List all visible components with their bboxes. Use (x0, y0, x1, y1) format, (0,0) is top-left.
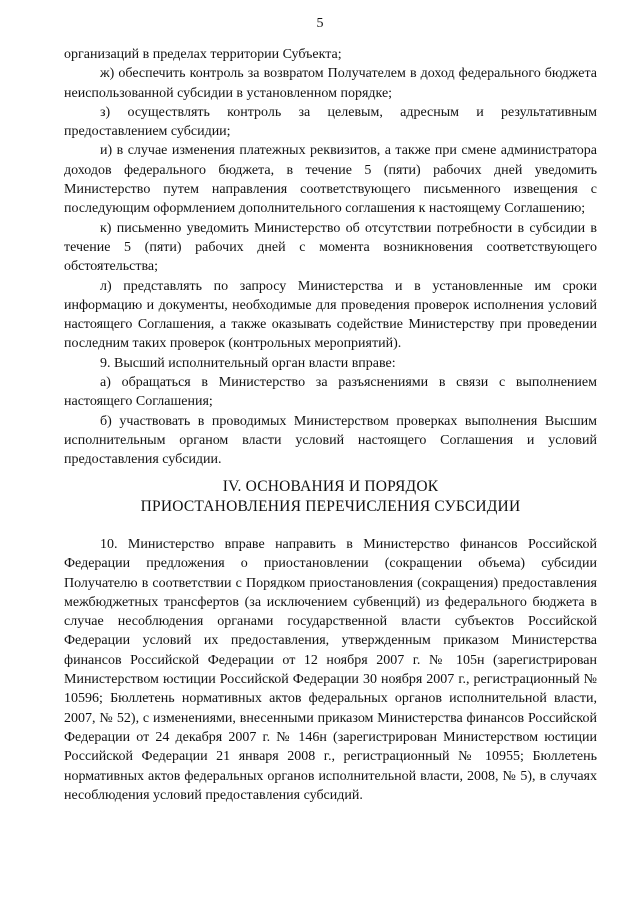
paragraph-l: л) представлять по запросу Министерства и в установленные им сроки информацию и документы, необходимые для проведения проверок исполнения условий настоящего Соглашения, а также оказывать содействие Министерству при проведении последним таких проверок (контрольных мероприятий). (64, 278, 597, 352)
paragraph-i: и) в случае изменения платежных реквизитов, а также при смене администратора доходов федерального бюджета, в течение 5 (пяти) рабочих дней уведомить Министерство путем направления соответствующего письменного извещения с последующим оформлением дополнительного соглашения к настоящему Соглашению; (64, 143, 597, 217)
obligations-list (64, 45, 597, 470)
paragraph-a: а) обращаться в Министерство за разъяснениями в связи с выполнением настоящего Соглашения; (64, 375, 597, 410)
section-heading-line1: IV. ОСНОВАНИЯ И ПОРЯДОК (222, 478, 439, 495)
paragraph-b: б) участвовать в проводимых Министерством проверках выполнения Высшим исполнительным органом власти условий настоящего Соглашения и условий предоставления субсидии. (64, 413, 597, 468)
page-number: 5 (316, 16, 324, 31)
section-heading (64, 477, 597, 517)
section-heading-line2: ПРИОСТАНОВЛЕНИЯ ПЕРЕЧИСЛЕНИЯ СУБСИДИИ (140, 498, 521, 515)
paragraph-k: к) письменно уведомить Министерство об отсутствии потребности в субсидии в течение 5 (пяти) рабочих дней с момента возникновения соответствующего обстоятельства; (64, 220, 597, 275)
paragraph-9: 9. Высший исполнительный орган власти вправе: (100, 355, 396, 371)
paragraph-10: 10. Министерство вправе направить в Министерство финансов Российской Федерации предложения о приостановлении (сокращении объема) субсидии Получателю в соответствии с Порядком приостановления (сокращения) предоставления межбюджетных трансфертов (за исключением субвенций) из федерального бюджета в случае несоблюдения органами государственной власти субъектов Российской Федерации условий их предоставления, утвержденным приказом Министерства финансов Российской Федерации от 12 ноября 2007 г. № 105н (зарегистрирован Министерством юстиции Российской Федерации 30 ноября 2007 г., регистрационный № 10596; Бюллетень нормативных актов федеральных органов исполнительной власти, 2007, № 52), с изменениями, внесенными приказом Министерства финансов Российской Федерации от 24 декабря 2007 г. № 146н (зарегистрирован Министерством юстиции Российской Федерации 21 января 2008 г., регистрационный № 10955; Бюллетень нормативных актов федеральных органов исполнительной власти, 2008, № 5), в случаях несоблюдения условий предоставления субсидий. (64, 537, 597, 803)
section-body (64, 535, 597, 805)
paragraph-continuation: организаций в пределах территории Субъекта; (64, 47, 342, 62)
paragraph-zh: ж) обеспечить контроль за возвратом Получателем в доход федерального бюджета неиспользованной субсидии в установленном порядке; (64, 66, 597, 101)
paragraph-z: з) осуществлять контроль за целевым, адресным и результативным предоставлением субсидии; (64, 104, 597, 140)
